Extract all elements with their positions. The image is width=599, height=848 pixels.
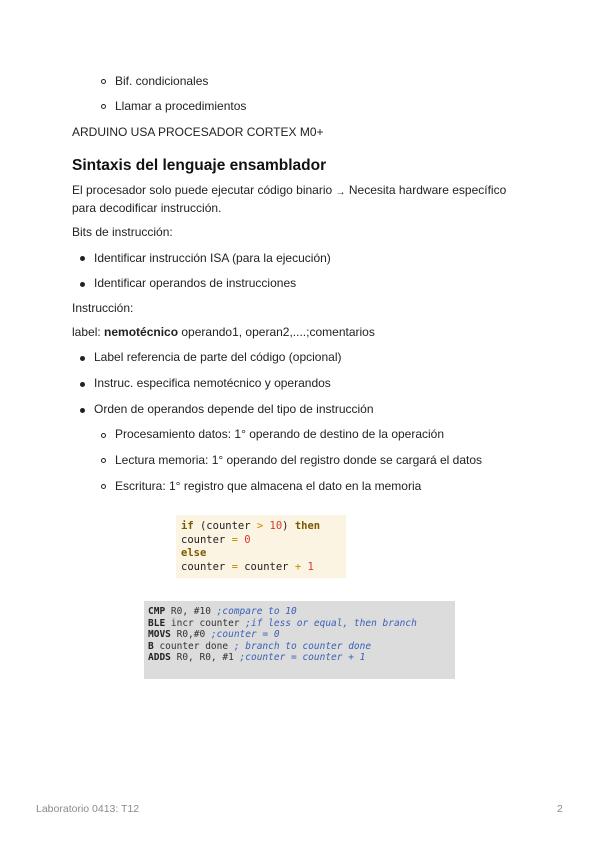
asm-line: CMP R0, #10 ;compare to 10 bbox=[148, 606, 297, 617]
syntax-line bbox=[72, 325, 375, 340]
intro-line-1 bbox=[72, 183, 506, 200]
bullet bbox=[80, 356, 85, 361]
list-item: Identificar operandos de instrucciones bbox=[94, 276, 297, 290]
bullet bbox=[80, 408, 85, 413]
arrow-icon: → bbox=[335, 187, 346, 198]
footer-label: Laboratorio 0413: T12 bbox=[36, 803, 140, 815]
bullet bbox=[80, 382, 85, 387]
page-number: 2 bbox=[557, 803, 563, 815]
list-item: Identificar instrucción ISA (para la ejecución) bbox=[94, 251, 331, 265]
code-snippet-asm bbox=[144, 601, 455, 679]
list-item: Lectura memoria: 1° operando del registro donde se cargará el datos bbox=[115, 453, 483, 467]
syntax-prefix: label: bbox=[72, 325, 105, 339]
bullet bbox=[80, 256, 85, 261]
processor-note: ARDUINO USA PROCESADOR CORTEX M0+ bbox=[72, 125, 324, 139]
asm-line: ADDS R0, R0, #1 ;counter = counter + 1 bbox=[148, 652, 366, 663]
bullet-hollow bbox=[101, 484, 106, 489]
instruction-title: Instrucción: bbox=[72, 301, 134, 315]
asm-line: BLE incr counter ;if less or equal, then branch bbox=[148, 617, 417, 629]
intro-text-a: El procesador solo puede ejecutar código binario bbox=[72, 183, 333, 197]
list-item: Procesamiento datos: 1° operando de destino de la operación bbox=[115, 427, 445, 441]
code-line: else bbox=[181, 547, 207, 559]
list-item: Label referencia de parte del código (opcional) bbox=[94, 350, 342, 364]
syntax-suffix: operando1, operan2,....;comentarios bbox=[178, 325, 375, 339]
syntax-mnemonic: nemotécnico bbox=[104, 325, 179, 339]
intro-line-2: para decodificar instrucción. bbox=[72, 201, 222, 215]
bullet-hollow bbox=[101, 433, 106, 438]
bullet bbox=[80, 282, 85, 287]
code-line: if (counter > 10) then bbox=[181, 520, 321, 532]
bits-title: Bits de instrucción: bbox=[72, 225, 173, 239]
code-snippet-c bbox=[176, 515, 346, 578]
bullet-hollow bbox=[101, 79, 106, 84]
list-item: Llamar a procedimientos bbox=[115, 99, 247, 113]
code-line: counter = 0 bbox=[181, 533, 251, 546]
asm-line: MOVS R0,#0 ;counter = 0 bbox=[148, 629, 280, 640]
asm-line: B counter done ; branch to counter done bbox=[148, 640, 372, 652]
list-item: Orden de operandos depende del tipo de instrucción bbox=[94, 402, 374, 416]
section-title: Sintaxis del lenguaje ensamblador bbox=[72, 157, 327, 174]
list-item: Escritura: 1° registro que almacena el dato en la memoria bbox=[115, 479, 422, 493]
list-item: Instruc. especifica nemotécnico y operandos bbox=[94, 376, 331, 390]
code-line: counter = counter + 1 bbox=[181, 560, 314, 573]
bullet-hollow bbox=[101, 458, 106, 463]
bullet-hollow bbox=[101, 104, 106, 109]
list-item: Bif. condicionales bbox=[115, 74, 209, 88]
intro-text-b: Necesita hardware específico bbox=[348, 183, 507, 197]
